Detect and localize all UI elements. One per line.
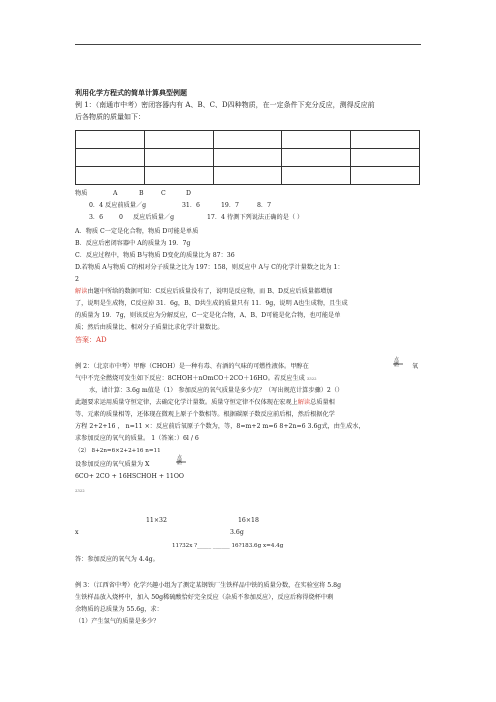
- ex1-option-b: B．反应后密闭容器中 A的质量为 19．7g: [75, 240, 191, 247]
- ex1-explain-1: [75, 289, 333, 295]
- ex2-line-4-end: 总质量相: [310, 399, 335, 406]
- header-b: B: [139, 190, 144, 197]
- ex2-line-7: 求参加反应的氧气的质量。 1（答案：）6l / 6: [75, 435, 199, 442]
- header-rule: [75, 44, 421, 45]
- ignite-label-1: 点燃: [394, 357, 400, 368]
- row-before-b: 19．7: [221, 202, 239, 209]
- ex1-line-1: 例 1：（南通市中考）密闭容器内有 A、B、C、D四种物质，在一定条件下充分反应，测得反应前: [75, 101, 375, 109]
- ex3-line-2: 生铁样品放入烧杯中，加入 50g稀硫酸恰好完全反应（杂质不参加反应），反应后称得烧杯中剩: [75, 594, 334, 601]
- row-after-b: 0: [119, 214, 123, 221]
- explain-text: 由题中所给的数据可知：C反应后质量没有了，说明是反应物，而 B、D反应后质量都增加: [87, 288, 333, 295]
- ex2-line-4: [75, 400, 335, 406]
- ex2-line-9: 设参加反应的氧气质量为 X: [75, 461, 150, 468]
- row-after-label: 反应后质量／g: [133, 214, 175, 221]
- ex2-calc-2b: 3.6g: [230, 529, 244, 536]
- ex3-line-3: 余物质的总质量为 55.6g，求：: [75, 606, 163, 613]
- ex1-line-2: 后各物质的质量如下：: [75, 113, 145, 121]
- header-a: A: [113, 190, 118, 197]
- ex2-line-5: 等、元素的质量相等，还体现在微观上原子个数相等。根据碳原子数反应前后相，然后根据化学: [75, 411, 335, 418]
- ex2-line-1-end: 氧: [412, 363, 419, 370]
- ex1-option-d-cont: 2: [75, 276, 79, 283]
- ex2-line-4-text: 此题要求运用质量守恒定律，去确定化学计量数。质量守恒定律不仅体现在宏观上: [75, 399, 298, 406]
- explain-marker: 解读: [75, 288, 88, 295]
- ex1-explain-2: 了，说明是生成物，C反应掉 31．6g，B、D共生成的质量只有 11．9g，说明 A也生成物，且生成: [75, 300, 348, 307]
- ex1-answer: 答案：AD: [75, 336, 107, 344]
- ex2-line-8: （2） 8+2n=6×2+2+16 n=11: [75, 448, 161, 454]
- ex3-line-4: （1）产生氢气的质量是多少？: [75, 618, 160, 625]
- ex1-option-c: C．反应过程中，物质 B与物质 D变化的质量比为 87：36: [75, 252, 235, 259]
- row-after-d: 17．4 待测下列说法正确的是（ ）: [207, 214, 304, 221]
- ex1-row-after: [89, 214, 304, 221]
- ex2-line-1: 例 2：（北京市中考）甲醇（CHOH）是一种有毒、有酒的气味的可燃性液体。甲醇在: [75, 363, 309, 370]
- page-title: 利用化学方程式的简单计算典型例题: [75, 88, 187, 97]
- ex2-calc-1a: 11×32: [146, 517, 167, 524]
- ex2-equation: 6CO+ 2CO + 16HSCHOH + 11OO: [75, 473, 185, 480]
- header-d: D: [186, 190, 191, 197]
- ex1-option-a: A．物质 C一定是化合物，物质 D可能是单质: [75, 228, 199, 235]
- ex2-calc-1b: 16×18: [238, 517, 259, 524]
- ignite-label-2: 点燃: [177, 455, 183, 466]
- ex2-line-2: [75, 376, 317, 382]
- row-after-a: 3．6: [89, 214, 104, 221]
- ex2-line-4-mark: 解读: [297, 399, 311, 406]
- header-c: C: [161, 190, 166, 197]
- ex2-line-3: 水，请计算：3.6g m值是（1） 参加反应的氧气质量是多少克？（写出规范计算步骤）2（）: [89, 387, 344, 394]
- row-before-label: 0．4 反应前质量／g: [89, 202, 147, 209]
- ex1-row-before: [89, 202, 272, 209]
- ex3-line-1: 例 3：（江西省中考）化学兴趣小组为了测定某钢铁厂生铁样品中铁的质量分数，在实验室将 5.8g: [75, 582, 342, 589]
- row-before-c: 8．7: [257, 202, 272, 209]
- row-before-a: 31．6: [182, 202, 200, 209]
- ex1-mass-table: [75, 130, 420, 185]
- ex1-option-d: D.若物质 A与物质 C的相对分子质量之比为 197：158，则反应中 A与 C的化学计量数之比为 1：: [75, 264, 344, 271]
- ex1-explain-3: 的质量为 19．7g，则该反应为分解反应，C一定是化合物，A、B、D可能是化合物，也可能是单: [75, 312, 341, 319]
- ex2-line-6: 方程 2+2+16 ， n=11 ×：反应前后氧原子个数为，等，8=m+2 m=6 8+2n=6 3.6g式，由生成水，: [75, 423, 365, 430]
- ex1-table-header: [75, 190, 191, 197]
- ex2-result: 答：参加反应的氧气为 4.4g。: [75, 556, 159, 563]
- ex2-equation-sub: 2322: [75, 488, 85, 493]
- ex1-explain-4: 质；然后由质量比、相对分子质量比求化学计量数比。: [75, 324, 224, 331]
- header-substance: 物质: [75, 190, 88, 197]
- ex2-calc-3: 11?32x ?_____ ______ 16?183.6g x=4.4g: [172, 543, 284, 549]
- ex2-line-2-sub: 3322: [306, 376, 317, 381]
- ex2-calc-2a: x: [75, 529, 79, 536]
- ignite-condition-1: [393, 357, 403, 368]
- ex2-line-2-text: 气中不完全燃烧可发生如下反应：8CHOH＋nOmCO＋2CO＋16HO。若反应生成: [75, 375, 305, 382]
- ignite-condition-2: [176, 455, 186, 466]
